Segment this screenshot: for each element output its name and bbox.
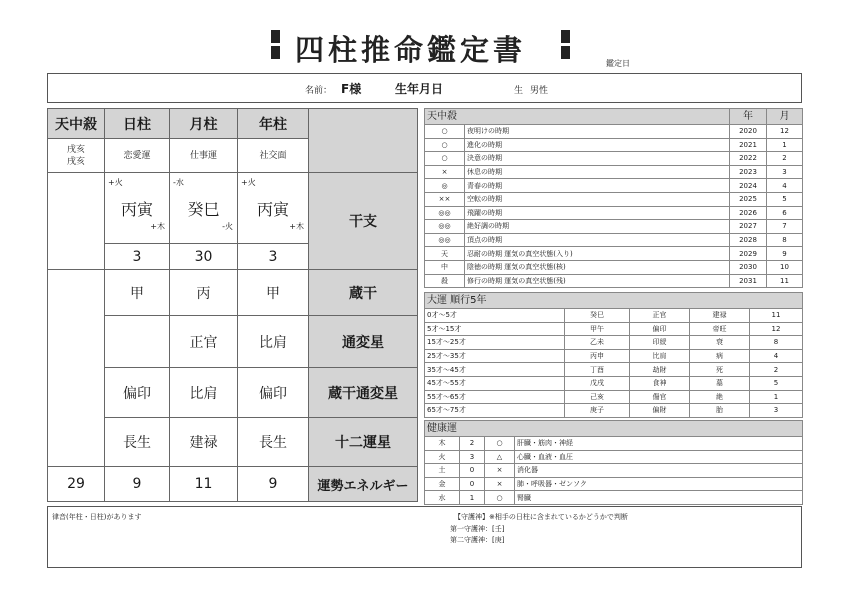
header-tenchusatsu: 天中殺 bbox=[48, 109, 105, 139]
four-pillars-table bbox=[47, 108, 418, 502]
year-zoukan-tsuhensei: 偏印 bbox=[238, 368, 309, 418]
header-day-pillar: 日柱 bbox=[105, 109, 170, 139]
health-row bbox=[425, 450, 803, 464]
tenchu-desc: 休息の時期 bbox=[465, 165, 730, 179]
energy-day: 9 bbox=[105, 467, 170, 502]
tenchu-month: 6 bbox=[767, 206, 803, 220]
tenchu-row bbox=[425, 165, 803, 179]
month-tsuhensei: 正官 bbox=[170, 316, 238, 368]
health-title: 健康運 bbox=[425, 421, 803, 437]
taiun-age: 45才～55才 bbox=[425, 376, 565, 390]
tenchu-row bbox=[425, 138, 803, 152]
tenchu-mark: 天 bbox=[425, 247, 465, 261]
health-mark: ○ bbox=[485, 437, 515, 451]
taiun-row bbox=[425, 336, 803, 350]
guardian-title: 【守護神】※相手の日柱に含まれているかどうかで判断 bbox=[454, 513, 628, 521]
taiun-kanshi: 乙未 bbox=[565, 336, 630, 350]
day-stem-top: +火 bbox=[108, 178, 123, 187]
tenchu-month: 3 bbox=[767, 165, 803, 179]
tenchu-desc: 頂点の時期 bbox=[465, 233, 730, 247]
taiun-row bbox=[425, 349, 803, 363]
health-elem: 火 bbox=[425, 450, 460, 464]
year-zoukan: 甲 bbox=[238, 270, 309, 316]
health-row bbox=[425, 464, 803, 478]
health-organ: 肝臓・筋肉・神経 bbox=[515, 437, 803, 451]
taiun-kanshi: 丙申 bbox=[565, 349, 630, 363]
tenchu-mark: × bbox=[425, 165, 465, 179]
health-num: 0 bbox=[460, 464, 485, 478]
month-zoukan-tsuhensei: 比肩 bbox=[170, 368, 238, 418]
taiun-tsuhen: 劫財 bbox=[630, 363, 690, 377]
tenchu-desc: 決意の時期 bbox=[465, 152, 730, 166]
taiun-age: 55才～65才 bbox=[425, 390, 565, 404]
taiun-num: 11 bbox=[750, 309, 803, 323]
col-month: 月 bbox=[767, 109, 803, 125]
taiun-age: 35才～45才 bbox=[425, 363, 565, 377]
tenchu-row bbox=[425, 247, 803, 261]
taiun-unsei: 建禄 bbox=[690, 309, 750, 323]
month-juniunsei: 建禄 bbox=[170, 418, 238, 467]
taiun-num: 12 bbox=[750, 322, 803, 336]
day-zoukan-tsuhensei: 偏印 bbox=[105, 368, 170, 418]
guardian-first: 第一守護神：[壬] bbox=[450, 525, 505, 533]
tenchu-row bbox=[425, 125, 803, 139]
year-stem: 丙寅 bbox=[256, 200, 289, 219]
name-bar bbox=[47, 73, 802, 103]
tenchu-desc: 進化の時期 bbox=[465, 138, 730, 152]
health-row bbox=[425, 437, 803, 451]
label-zoukan: 蔵干 bbox=[309, 270, 418, 316]
year-stem-bottom: +木 bbox=[289, 222, 304, 231]
tenchu-row bbox=[425, 274, 803, 288]
taiun-kanshi: 癸巳 bbox=[565, 309, 630, 323]
tenchu-month: 9 bbox=[767, 247, 803, 261]
day-stem: 丙寅 bbox=[120, 200, 153, 219]
tenchu-month: 10 bbox=[767, 260, 803, 274]
label-energy: 運勢エネルギー bbox=[309, 467, 418, 502]
tenchu-mark: ○ bbox=[425, 152, 465, 166]
tenchu-row bbox=[425, 206, 803, 220]
month-stem-top: -水 bbox=[173, 178, 184, 187]
tenchu-year: 2024 bbox=[730, 179, 767, 193]
taiun-unsei: 衰 bbox=[690, 336, 750, 350]
health-elem: 水 bbox=[425, 491, 460, 505]
tenchu-month: 12 bbox=[767, 125, 803, 139]
tenchu-mark: ○ bbox=[425, 138, 465, 152]
taiun-row bbox=[425, 376, 803, 390]
title-bar-right-icon bbox=[561, 30, 570, 59]
tenchu-year: 2031 bbox=[730, 274, 767, 288]
document-title: 四柱推命鑑定書 bbox=[295, 33, 527, 67]
day-tsuhensei bbox=[105, 316, 170, 368]
day-number: 3 bbox=[105, 244, 170, 270]
health-elem: 木 bbox=[425, 437, 460, 451]
tenchu-row bbox=[425, 179, 803, 193]
name-label: 名前： bbox=[305, 86, 333, 96]
year-number: 3 bbox=[238, 244, 309, 270]
client-name: F様 bbox=[341, 82, 362, 96]
theme-social: 社交面 bbox=[238, 139, 309, 173]
health-elem: 金 bbox=[425, 477, 460, 491]
taiun-unsei: 胎 bbox=[690, 404, 750, 418]
health-row bbox=[425, 491, 803, 505]
year-stem-top: +火 bbox=[241, 178, 256, 187]
tenchu-month: 1 bbox=[767, 138, 803, 152]
tenchu-row bbox=[425, 192, 803, 206]
month-number: 30 bbox=[170, 244, 238, 270]
day-zoukan: 甲 bbox=[105, 270, 170, 316]
tenchu-month: 11 bbox=[767, 274, 803, 288]
taiun-unsei: 絶 bbox=[690, 390, 750, 404]
taiun-tsuhen: 傷官 bbox=[630, 390, 690, 404]
notes-box bbox=[47, 506, 802, 568]
day-stem-bottom: +木 bbox=[150, 222, 165, 231]
tenchusatsu-value: 戌亥 戌亥 bbox=[48, 139, 105, 173]
taiun-title: 大運 順行5年 bbox=[425, 293, 803, 309]
taiun-kanshi: 庚子 bbox=[565, 404, 630, 418]
health-num: 0 bbox=[460, 477, 485, 491]
taiun-unsei: 帝旺 bbox=[690, 322, 750, 336]
health-mark: ○ bbox=[485, 491, 515, 505]
tenchu-mark: 中 bbox=[425, 260, 465, 274]
tenchu-desc: 空転の時期 bbox=[465, 192, 730, 206]
taiun-num: 1 bbox=[750, 390, 803, 404]
ritsuin-note: 律音(年柱・日柱)があります bbox=[52, 513, 142, 521]
gender: 男性 bbox=[530, 86, 549, 96]
taiun-age: 15才～25才 bbox=[425, 336, 565, 350]
health-elem: 土 bbox=[425, 464, 460, 478]
taiun-num: 8 bbox=[750, 336, 803, 350]
tenchu-month: 8 bbox=[767, 233, 803, 247]
taiun-row bbox=[425, 363, 803, 377]
taiun-kanshi: 戊戌 bbox=[565, 376, 630, 390]
tenchu-month: 4 bbox=[767, 179, 803, 193]
tenchu-desc: 修行の時期 運気の真空状態(残) bbox=[465, 274, 730, 288]
energy-total: 29 bbox=[48, 467, 105, 502]
energy-year: 9 bbox=[238, 467, 309, 502]
health-organ: 消化器 bbox=[515, 464, 803, 478]
health-row bbox=[425, 477, 803, 491]
taiun-unsei: 墓 bbox=[690, 376, 750, 390]
day-stem-cell bbox=[105, 173, 170, 244]
month-zoukan: 丙 bbox=[170, 270, 238, 316]
health-organ: 心臓・血液・血圧 bbox=[515, 450, 803, 464]
tenchu-row bbox=[425, 260, 803, 274]
taiun-row bbox=[425, 309, 803, 323]
taiun-num: 5 bbox=[750, 376, 803, 390]
taiun-tsuhen: 比肩 bbox=[630, 349, 690, 363]
tenchu-desc: 絶好調の時期 bbox=[465, 220, 730, 234]
label-tsuhensei: 通変星 bbox=[309, 316, 418, 368]
taiun-unsei: 病 bbox=[690, 349, 750, 363]
taiun-unsei: 死 bbox=[690, 363, 750, 377]
taiun-num: 2 bbox=[750, 363, 803, 377]
tenchusatsu-blank bbox=[48, 173, 105, 270]
document-header bbox=[0, 22, 842, 72]
tenchu-desc: 夜明けの時期 bbox=[465, 125, 730, 139]
tenchu-mark: ◎◎ bbox=[425, 206, 465, 220]
left-blank bbox=[48, 270, 105, 467]
tenchu-year: 2020 bbox=[730, 125, 767, 139]
label-zoukan-tsuhensei: 蔵干通変星 bbox=[309, 368, 418, 418]
health-num: 1 bbox=[460, 491, 485, 505]
month-stem-bottom: -火 bbox=[222, 222, 233, 231]
header-year-pillar: 年柱 bbox=[238, 109, 309, 139]
health-num: 3 bbox=[460, 450, 485, 464]
tenchu-year: 2026 bbox=[730, 206, 767, 220]
tenchu-year: 2030 bbox=[730, 260, 767, 274]
tenchu-month: 2 bbox=[767, 152, 803, 166]
year-tsuhensei: 比肩 bbox=[238, 316, 309, 368]
health-mark: △ bbox=[485, 450, 515, 464]
health-mark: × bbox=[485, 464, 515, 478]
taiun-age: 5才～15才 bbox=[425, 322, 565, 336]
tenchu-year: 2023 bbox=[730, 165, 767, 179]
birth-date-label: 生年月日 bbox=[395, 82, 444, 96]
health-table bbox=[424, 420, 803, 505]
taiun-tsuhen: 正官 bbox=[630, 309, 690, 323]
health-organ: 肺・呼吸器・ゼンソク bbox=[515, 477, 803, 491]
theme-love: 恋愛運 bbox=[105, 139, 170, 173]
appraisal-date-label: 鑑定日 bbox=[606, 59, 630, 68]
tenchusatsu-title: 天中殺 bbox=[425, 109, 730, 125]
header-blank bbox=[309, 109, 418, 173]
header-month-pillar: 月柱 bbox=[170, 109, 238, 139]
taiun-age: 65才～75才 bbox=[425, 404, 565, 418]
tenchu-month: 7 bbox=[767, 220, 803, 234]
tenchu-mark: 殺 bbox=[425, 274, 465, 288]
col-year: 年 bbox=[730, 109, 767, 125]
taiun-tsuhen: 偏財 bbox=[630, 404, 690, 418]
taiun-kanshi: 甲午 bbox=[565, 322, 630, 336]
tenchu-year: 2027 bbox=[730, 220, 767, 234]
taiun-tsuhen: 偏印 bbox=[630, 322, 690, 336]
health-mark: × bbox=[485, 477, 515, 491]
taiun-row bbox=[425, 404, 803, 418]
tenchu-row bbox=[425, 220, 803, 234]
theme-work: 仕事運 bbox=[170, 139, 238, 173]
taiun-age: 0才～5才 bbox=[425, 309, 565, 323]
tenchu-mark: ◎◎ bbox=[425, 220, 465, 234]
tenchu-mark: ○ bbox=[425, 125, 465, 139]
taiun-table bbox=[424, 292, 803, 418]
tenchu-desc: 陰徳の時期 運気の真空状態(核) bbox=[465, 260, 730, 274]
month-stem-cell bbox=[170, 173, 238, 244]
taiun-age: 25才～35才 bbox=[425, 349, 565, 363]
guardian-second: 第二守護神：[庚] bbox=[450, 536, 505, 544]
month-stem: 癸巳 bbox=[187, 200, 220, 219]
label-juniunsei: 十二運星 bbox=[309, 418, 418, 467]
tenchu-desc: 青春の時期 bbox=[465, 179, 730, 193]
taiun-num: 3 bbox=[750, 404, 803, 418]
energy-month: 11 bbox=[170, 467, 238, 502]
tenchu-desc: 飛躍の時期 bbox=[465, 206, 730, 220]
health-organ: 腎臓 bbox=[515, 491, 803, 505]
tenchu-year: 2022 bbox=[730, 152, 767, 166]
health-num: 2 bbox=[460, 437, 485, 451]
tenchu-row bbox=[425, 233, 803, 247]
tenchu-month: 5 bbox=[767, 192, 803, 206]
taiun-tsuhen: 印綬 bbox=[630, 336, 690, 350]
tenchu-desc: 忍耐の時期 運気の真空状態(入り) bbox=[465, 247, 730, 261]
tenchusatsu-table bbox=[424, 108, 803, 288]
taiun-tsuhen: 食神 bbox=[630, 376, 690, 390]
tenchu-year: 2029 bbox=[730, 247, 767, 261]
label-kanshi: 干支 bbox=[309, 173, 418, 270]
tenchu-mark: ◎ bbox=[425, 179, 465, 193]
year-stem-cell bbox=[238, 173, 309, 244]
birth-suffix: 生 bbox=[514, 86, 524, 96]
tenchu-mark: ×× bbox=[425, 192, 465, 206]
taiun-num: 4 bbox=[750, 349, 803, 363]
tenchu-mark: ◎◎ bbox=[425, 233, 465, 247]
tenchu-year: 2021 bbox=[730, 138, 767, 152]
taiun-kanshi: 己亥 bbox=[565, 390, 630, 404]
taiun-kanshi: 丁酉 bbox=[565, 363, 630, 377]
day-juniunsei: 長生 bbox=[105, 418, 170, 467]
tenchu-row bbox=[425, 152, 803, 166]
title-bar-left-icon bbox=[271, 30, 280, 59]
year-juniunsei: 長生 bbox=[238, 418, 309, 467]
taiun-row bbox=[425, 390, 803, 404]
tenchu-year: 2025 bbox=[730, 192, 767, 206]
taiun-row bbox=[425, 322, 803, 336]
tenchu-year: 2028 bbox=[730, 233, 767, 247]
